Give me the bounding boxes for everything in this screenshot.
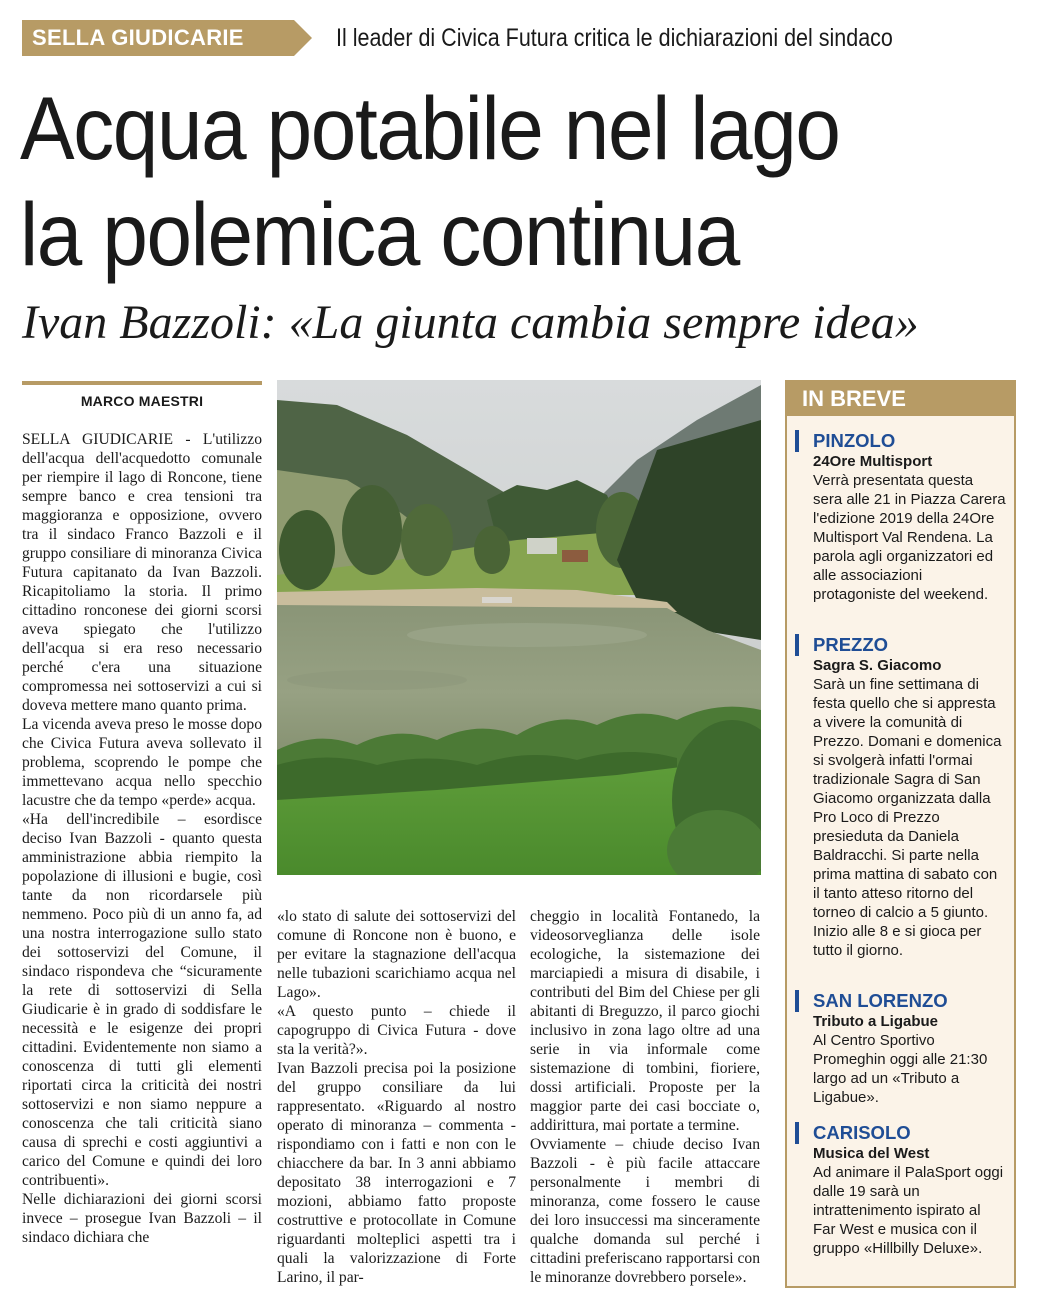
brief-item — [787, 990, 1014, 1107]
article-paragraph: «lo stato di salute dei sottoservizi del comune di Roncone non è buono, e per evitare la stagnazione dell'acqua nelle tubazioni scarichiamo acqua nel Lago». — [277, 908, 516, 1001]
brief-text: Ad animare il PalaSport oggi dalle 19 sarà un intrattenimento ispirato al Far West e musica con il gruppo «Hillbilly Deluxe». — [813, 1164, 1004, 1257]
article-paragraph: Ovviamente – chiude deciso Ivan Bazzoli - è più facile attaccare personalmente i membri di minoranza, come fossero le cause dei loro insuccessi ma sinceramente qualche domanda sul perché i cittadini preferiscano rapportarsi con le minoranze dovrebbero porsele». — [530, 1136, 760, 1286]
brief-item — [787, 430, 1014, 604]
article-paragraph: Nelle dichiarazioni dei giorni scorsi invece – prosegue Ivan Bazzoli – il sindaco dichiara che — [22, 1191, 262, 1246]
news-briefs-sidebar — [785, 380, 1016, 1288]
sidebar-header — [787, 382, 1014, 416]
article-paragraph: Ivan Bazzoli precisa poi la posizione del gruppo consiliare da lui rappresentato. «Riguardo al nostro operato di minoranza – commenta - rispondiamo con i fatti e non con le chiacchere da bar. In 3 anni abbiamo depositato 38 interrogazioni e 7 mozioni, abbiamo fatto proposte costruttive e protocollate in Comune riguardanti molteplici aspetti tra i quali la valorizzazione di Forte Larino, il par- — [277, 1060, 516, 1286]
brief-place: PREZZO — [795, 634, 1014, 656]
headline-line-2: la polemica continua — [20, 184, 739, 284]
brief-place: PINZOLO — [795, 430, 1014, 452]
brief-place: SAN LORENZO — [795, 990, 1014, 1012]
article-paragraph: SELLA GIUDICARIE - L'utilizzo dell'acqua dell'acquedotto comunale per riempire il lago di Roncone, tiene sempre banco e crea tensioni tra maggioranza e opposizione, ovvero tra il sindaco Franco Bazzoli e il gruppo consiliare di minoranza Civica Futura capitanato da Ivan Bazzoli. Ricapitoliamo la storia. Il primo cittadino ronconese dei giorni scorsi aveva spiegato che l'utilizzo dell'acqua si era reso necessario perché c'era una situazione compromessa nei sottoservizi a cui si doveva mettere mano quanto prima. — [22, 431, 262, 714]
article-paragraph: «A questo punto – chiede il capogruppo di Civica Futura - dove sta la verità?». — [277, 1003, 516, 1058]
kicker-text: Il leader di Civica Futura critica le dichiarazioni del sindaco — [336, 24, 893, 52]
article-paragraph: cheggio in località Fontanedo, la videosorveglianza delle isole ecologiche, la sistemazione dei marciapiedi a misura di disabile, i contributi del Bim del Chiese per gli abitanti di Breguzzo, il parco giochi inclusivo in zona lago oltre ad una serie in via informale come sistemazione di tombini, fioriere, dossi artificiali. Proposte per la maggior parte dei casi bocciate o, addirittura, mai portate a termine. — [530, 908, 760, 1134]
brief-title: Musica del West — [813, 1145, 930, 1162]
article-paragraph: La vicenda aveva preso le mosse dopo che Civica Futura aveva sollevato il problema, scoprendo le pompe che immettevano acqua nello specchio lacustre che da tempo «perde» acqua. — [22, 716, 262, 809]
brief-place: CARISOLO — [795, 1122, 1014, 1144]
brief-item — [787, 1122, 1014, 1258]
author-byline: MARCO MAESTRI — [80, 393, 204, 409]
brief-title: Tributo a Ligabue — [813, 1013, 939, 1030]
brief-text: Al Centro Sportivo Promeghin oggi alle 21:30 largo ad un «Tributo a Ligabue». — [813, 1032, 988, 1106]
brief-title: Sagra S. Giacomo — [813, 657, 942, 674]
subheadline: Ivan Bazzoli: «La giunta cambia sempre idea» — [22, 296, 919, 349]
headline-line-1: Acqua potabile nel lago — [20, 78, 840, 178]
lake-landscape-image — [277, 380, 761, 875]
sidebar-title: IN BREVE — [802, 386, 906, 411]
brief-title: 24Ore Multisport — [813, 453, 933, 470]
article-column-2 — [277, 907, 516, 1287]
author-divider — [22, 381, 262, 385]
article-column-1 — [22, 430, 262, 1247]
lake-photo — [277, 380, 761, 875]
section-badge — [22, 20, 312, 56]
article-column-3 — [530, 907, 760, 1287]
section-label: SELLA GIUDICARIE — [32, 25, 244, 50]
article-paragraph: «Ha dell'incredibile – esordisce deciso Ivan Bazzoli - quanto questa amministrazione abbia riempito la popolazione di illusioni e bugie, così tante da non ricordarsele più nemmeno. Poco più di un anno fa, ad una nostra interrogazione sullo stato dei sottoservizi del Comune, il sindaco rispondeva che “sicuramente la rete di sottoservizi di Sella Giudicarie è in grado di soddisfare le necessità e le esigenze dei propri cittadini. Evidentemente non siamo a conoscenza di tutti gli elementi riportati circa la criticità dei nostri sottoservizi e non siamo neppure a conoscenza che tali criticità siano causa di sprechi e costi aggiuntivi a carico del Comune e quindi dei loro contribuenti». — [22, 811, 262, 1189]
brief-text: Sarà un fine settimana di festa quello che si appresta a vivere la comunità di Prezzo. Domani e domenica si svolgerà infatti l'ormai tradizionale Sagra di San Giacomo organizzata dalla Pro Loco di Prezzo presieduta da Daniela Baldracchi. Si parte nella prima mattina di sabato con il tanto atteso ritorno del torneo di calcio a 5 giunto. Inizio alle 8 e si gioca per tutto il giorno. — [813, 676, 1002, 959]
brief-text: Verrà presentata questa sera alle 21 in Piazza Carera l'edizione 2019 della 24Ore Multisport Val Rendena. La parola agli organizzatori ed alle associazioni protagoniste del weekend. — [813, 472, 1006, 603]
brief-item — [787, 634, 1014, 960]
